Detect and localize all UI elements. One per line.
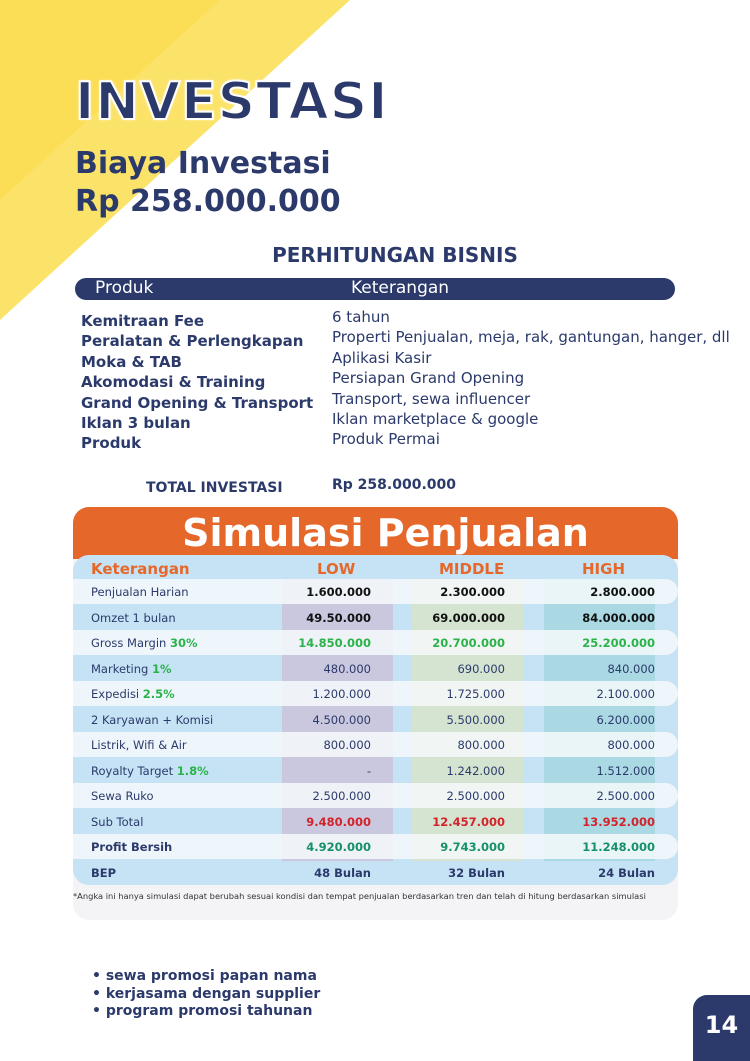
product-item: Kemitraan Fee	[81, 312, 205, 330]
high-value: 800.000	[607, 738, 655, 752]
desc-item: Iklan marketplace & google	[332, 410, 539, 429]
row-label-pct: 1.8%	[176, 763, 209, 778]
middle-value: 690.000	[457, 661, 505, 676]
table-row	[73, 732, 678, 757]
investment-amount: Rp 258.000.000	[75, 184, 341, 219]
simulation-table	[73, 555, 678, 885]
high-value: 2.100.000	[596, 687, 655, 701]
low-value: 49.50.000	[306, 610, 371, 625]
row-label	[91, 789, 154, 803]
row-label-text: Omzet 1 bulan	[91, 610, 176, 625]
row-label	[91, 662, 172, 676]
desc-item: 6 tahun	[332, 308, 390, 326]
row-label-text: Marketing	[91, 661, 149, 676]
bullet-item: • sewa promosi papan nama	[92, 968, 320, 986]
low-value: 2.500.000	[312, 789, 371, 803]
row-label	[91, 866, 116, 880]
business-title: PERHITUNGAN BISNIS	[272, 243, 518, 267]
row-label-text: Gross Margin	[91, 636, 167, 650]
row-label	[91, 840, 172, 854]
high-value: 11.248.000	[582, 840, 655, 854]
low-value: -	[366, 763, 371, 778]
high-value: 6.200.000	[596, 712, 655, 727]
low-value: 4.500.000	[312, 712, 371, 727]
low-value: 480.000	[323, 661, 371, 676]
desc-list	[332, 307, 730, 450]
high-value: 2.500.000	[596, 789, 655, 803]
table-row	[73, 834, 678, 859]
total-label: TOTAL INVESTASI	[146, 480, 283, 496]
middle-value: 1.725.000	[446, 687, 505, 701]
row-label-text: Profit Bersih	[91, 840, 173, 854]
table-row	[73, 681, 678, 706]
investment-subtitle: Biaya Investasi	[75, 146, 331, 181]
row-label	[91, 636, 198, 650]
high-value: 2.800.000	[590, 585, 655, 599]
low-value: 14.850.000	[298, 636, 371, 650]
table-row	[73, 860, 678, 885]
product-item: Akomodasi & Training	[81, 373, 266, 392]
simulation-title: Simulasi Penjualan	[73, 507, 678, 559]
row-label-text: 2 Karyawan + Komisi	[91, 712, 214, 727]
desc-item: Transport, sewa influencer	[332, 389, 531, 408]
middle-value: 20.700.000	[432, 636, 505, 650]
desc-item: Produk Permai	[332, 430, 440, 449]
middle-value: 32 Bulan	[448, 865, 505, 880]
footnote: *Angka ini hanya simulasi dapat berubah sesuai kondisi dan tempat penjualan berdasarkan tren dan telah di hitung berdasarkan simulasi	[73, 891, 646, 901]
low-value: 4.920.000	[306, 840, 371, 854]
row-label-text: Sub Total	[91, 814, 144, 829]
row-label	[91, 687, 175, 701]
middle-value: 69.000.000	[432, 610, 505, 625]
header-keterangan: Keterangan	[91, 560, 190, 578]
header-middle: MIDDLE	[439, 560, 505, 578]
high-value: 24 Bulan	[598, 865, 655, 880]
bullet-list	[92, 968, 320, 1021]
middle-value: 2.300.000	[440, 585, 505, 599]
low-value: 9.480.000	[306, 814, 371, 829]
product-item: Peralatan & Perlengkapan	[81, 332, 304, 351]
low-value: 1.600.000	[306, 585, 371, 599]
business-header-bar	[75, 278, 675, 300]
header-low: LOW	[317, 560, 356, 578]
table-header	[73, 555, 678, 579]
row-label-text: Penjualan Harian	[91, 585, 189, 599]
row-label-text: Sewa Ruko	[91, 789, 154, 803]
product-item: Produk	[81, 434, 142, 453]
low-value: 48 Bulan	[314, 865, 371, 880]
middle-value: 2.500.000	[446, 789, 505, 803]
high-value: 1.512.000	[596, 763, 655, 778]
middle-value: 1.242.000	[446, 763, 505, 778]
row-label-pct: 1%	[151, 661, 172, 676]
table-row	[73, 605, 678, 630]
page-title: INVESTASI	[75, 72, 389, 132]
bullet-item: • kerjasama dengan supplier	[92, 986, 320, 1004]
middle-value: 800.000	[457, 738, 505, 752]
total-value: Rp 258.000.000	[332, 477, 456, 493]
simulation-card	[73, 507, 678, 920]
product-list	[81, 311, 313, 454]
product-item: Moka & TAB	[81, 352, 182, 371]
high-value: 25.200.000	[582, 636, 655, 650]
col-product: Produk	[95, 278, 154, 298]
row-label-pct: 30%	[170, 636, 198, 650]
high-value: 13.952.000	[582, 814, 655, 829]
row-label-pct: 2.5%	[142, 687, 175, 701]
header-high: HIGH	[582, 560, 626, 578]
col-desc: Keterangan	[351, 278, 450, 298]
table-row	[73, 758, 678, 783]
row-label	[91, 713, 213, 727]
table-row	[73, 809, 678, 834]
row-label-text: BEP	[91, 865, 117, 880]
row-label	[91, 764, 209, 778]
middle-value: 12.457.000	[432, 814, 505, 829]
high-value: 840.000	[607, 661, 655, 676]
low-value: 800.000	[323, 738, 371, 752]
table-row	[73, 783, 678, 808]
middle-value: 9.743.000	[440, 840, 505, 854]
table-row	[73, 630, 678, 655]
bullet-item: • program promosi tahunan	[92, 1003, 320, 1021]
desc-item: Properti Penjualan, meja, rak, gantungan, hanger, dll	[332, 328, 730, 347]
row-label-text: Expedisi	[91, 687, 140, 701]
row-label-text: Royalty Target	[91, 763, 174, 778]
page-number: 14	[693, 995, 750, 1061]
row-label	[91, 585, 189, 599]
row-label	[91, 611, 176, 625]
desc-item: Persiapan Grand Opening	[332, 369, 525, 388]
desc-item: Aplikasi Kasir	[332, 348, 432, 367]
table-row	[73, 656, 678, 681]
product-item: Iklan 3 bulan	[81, 414, 191, 433]
middle-value: 5.500.000	[446, 712, 505, 727]
low-value: 1.200.000	[312, 687, 371, 701]
table-row	[73, 579, 678, 604]
row-label	[91, 815, 143, 829]
table-row	[73, 707, 678, 732]
high-value: 84.000.000	[582, 610, 655, 625]
row-label	[91, 738, 187, 752]
row-label-text: Listrik, Wifi & Air	[91, 738, 187, 752]
product-item: Grand Opening & Transport	[81, 393, 314, 412]
